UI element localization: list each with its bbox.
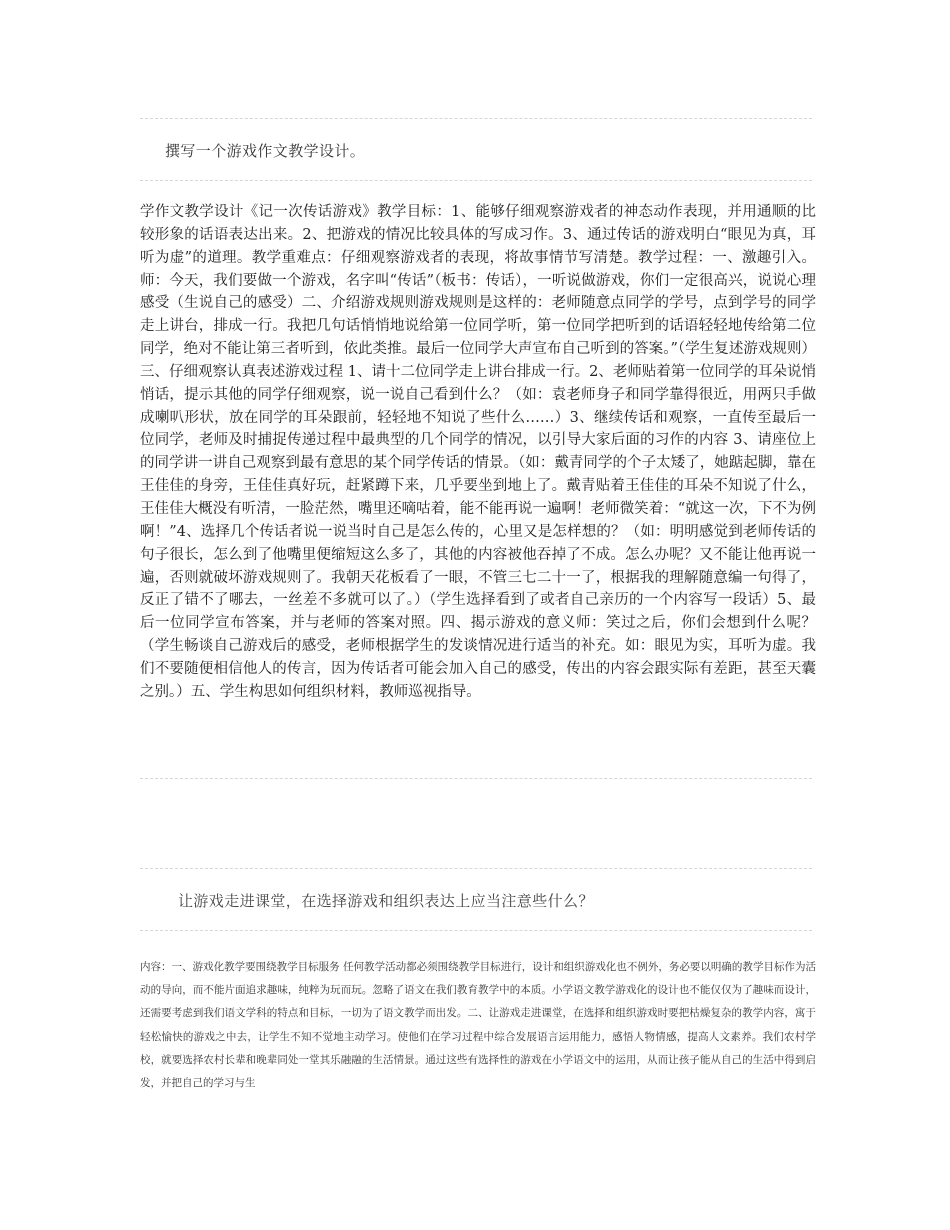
- divider: [140, 118, 812, 119]
- answer-text: 学作文教学设计《记一次传话游戏》教学目标：1、能够仔细观察游戏者的神态动作表现，并用通顺的比较形象的话语表达出来。2、把游戏的情况比较具体的写成习作。3、通过传话的游戏明白“眼见为真，耳听为虚”的道理。教学重难点：仔细观察游戏者的表现，将故事情节写清楚。教学过程：一、激趣引入。师：今天，我们要做一个游戏，名字叫“传话”（板书：传话），一听说做游戏，你们一定很高兴，说说心理感受（生说自己的感受）二、介绍游戏规则游戏规则是这样的：老师随意点同学的学号，点到学号的同学走上讲台，排成一行。我把几句话悄悄地说给第一位同学听，第一位同学把听到的话语轻轻地传给第二位同学，绝对不能让第三者听到，依此类推。最后一位同学大声宣布自己听到的答案。”（学生复述游戏规则）三、仔细观察认真表述游戏过程 1、请十二位同学走上讲台排成一行。2、老师贴着第一位同学的耳朵说悄悄话，提示其他的同学仔细观察，说一说自己看到什么？（如：袁老师身子和同学靠得很近，用两只手做成喇叭形状，放在同学的耳朵跟前，轻轻地不知说了些什么……）3、继续传话和观察，一直传至最后一位同学，老师及时捕捉传递过程中最典型的几个同学的情况，以引导大家后面的习作的内容 3、请座位上的同学讲一讲自己观察到最有意思的某个同学传话的情景。（如：戴青同学的个子太矮了，她踮起脚，靠在王佳佳的身旁，王佳佳真好玩，赶紧蹲下来，几乎要坐到地上了。戴青贴着王佳佳的耳朵不知说了什么，王佳佳大概没有听清，一脸茫然，嘴里还嘀咕着，能不能再说一遍啊！老师微笑着：“就这一次，下不为例啊！”4、选择几个传话者说一说当时自己是怎么传的，心里又是怎样想的？（如：明明感觉到老师传话的句子很长，怎么到了他嘴里便缩短这么多了，其他的内容被他吞掉了不成。怎么办呢？又不能让他再说一遍，否则就破坏游戏规则了。我朝天花板看了一眼，不管三七二十一了，根据我的理解随意编一句得了，反正了错不了哪去，一丝差不多就可以了。）（学生选择看到了或者自己亲历的一个内容写一段话）5、最后一位同学宣布答案，并与老师的答案对照。四、揭示游戏的意义师：笑过之后，你们会想到什么呢？（学生畅谈自己游戏后的感受，老师根据学生的发谈情况进行适当的补充。如：眼见为实，耳听为虚。我们不要随便相信他人的传言，因为传话者可能会加入自己的感受，传出的内容会跟实际有差距，甚至天囊之别。）五、学生构思如何组织材料，教师巡视指导。: [140, 204, 816, 700]
- divider: [140, 778, 812, 779]
- question-title: 撰写一个游戏作文教学设计。: [165, 142, 366, 160]
- divider: [140, 180, 812, 181]
- divider: [140, 868, 812, 869]
- divider: [140, 930, 812, 931]
- question-title: 让游戏走进课堂，在选择游戏和组织表达上应当注意些什么？: [178, 892, 594, 910]
- answer-text: 内容：一、游戏化教学要围绕教学目标服务 任何教学活动都必须围绕教学目标进行，设计和组织游戏化也不例外，务必要以明确的教学目标作为活动的导向，而不能片面追求趣味，纯粹为玩而玩。忽略了语文在我们教育教学中的本质。小学语文教学游戏化的设计也不能仅仅为了趣味而设计，还需要考虑到我们语文学科的特点和目标，一切为了语文教学而出发。二、让游戏走进课堂，在选择和组织游戏时要把枯燥复杂的教学内容，寓于轻松愉快的游戏之中去，让学生不知不觉地主动学习。使他们在学习过程中综合发展语言运用能力，感悟人物情感，提高人文素养。我们农村学校，就要选择农村长辈和晚辈同处一堂其乐融融的生活情景。通过这些有选择性的游戏在小学语文中的运用，从而让孩子能从自己的生活中得到启发，并把自己的学习与生: [140, 961, 816, 1090]
